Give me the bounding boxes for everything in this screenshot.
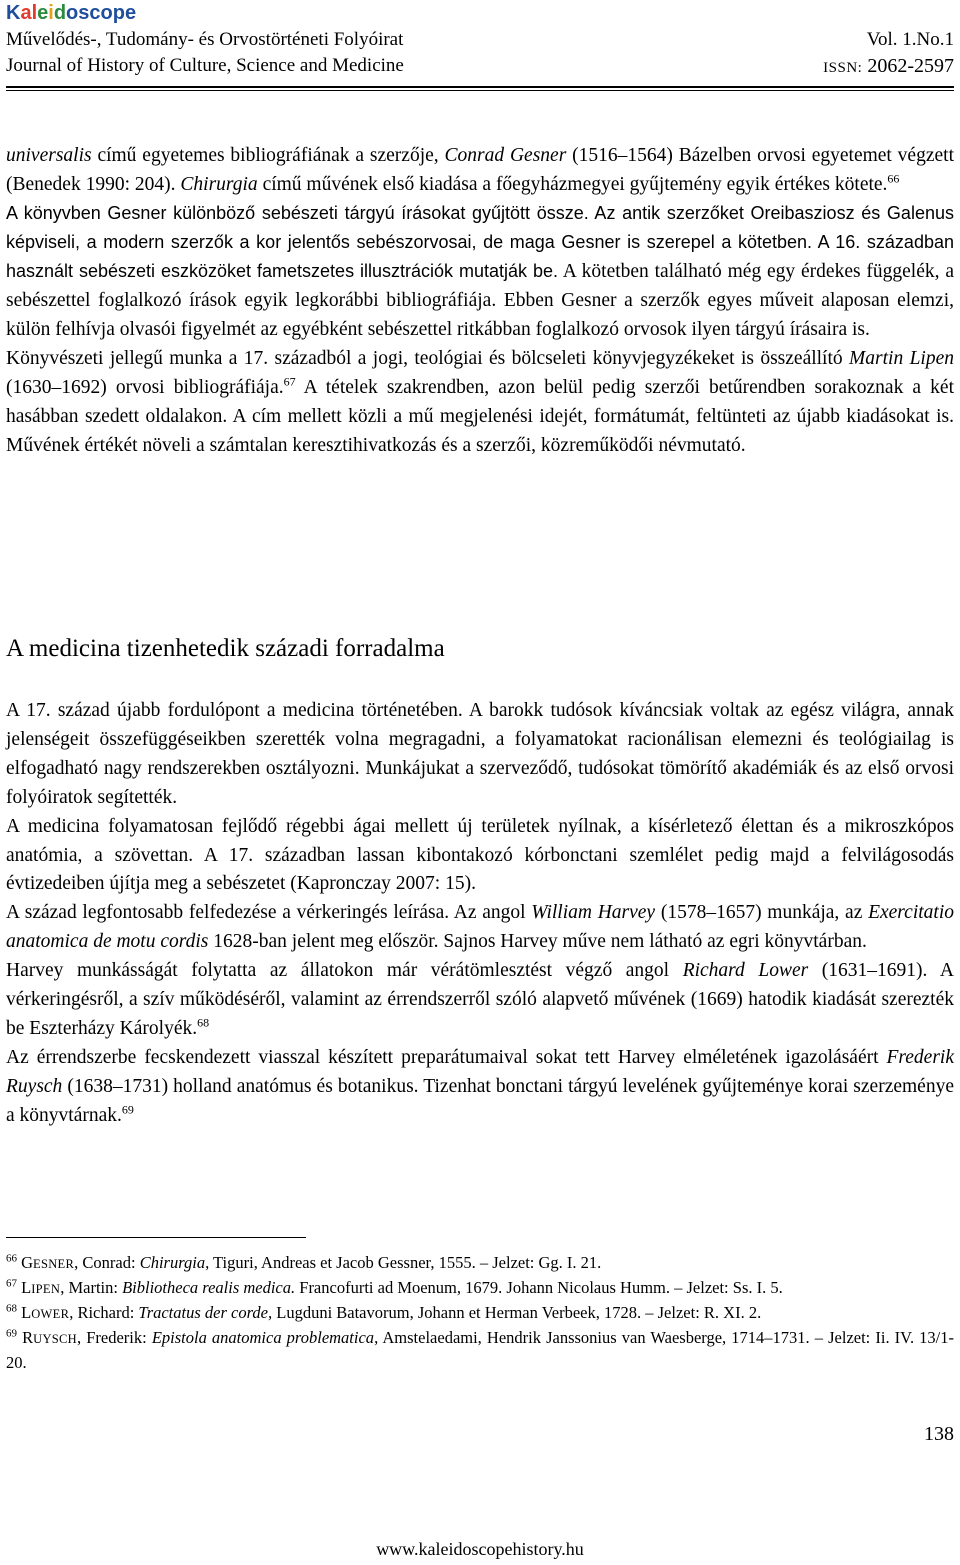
brand-letter: a	[20, 2, 32, 24]
header-rule	[6, 86, 954, 88]
journal-header	[6, 0, 954, 79]
paragraph: Könyvészeti jellegű munka a 17. századból a jogi, teológiai és bölcseleti könyvjegyzékeket is összeállító Martin Lipen (1630–1692) orvosi bibliográfiája.$^{67}$ A tételek szakrendben, azon belül pedig szerzői betűrendben sorakoznak a két hasábban szedett oldalakon. A cím mellett közli a mű megjelenési idejét, formátumát, feltünteti az újabb kiadásokat is. Művének értékét növeli a számtalan keresztihivatkozás és a szerzői, közreműködői névmutató.	[6, 348, 955, 456]
paragraph: A medicina folyamatosan fejlődő régebbi ágai mellett új területek nyílnak, a kísérletező élettan és a mikroszkópos anatómia, a szövettan. A 17. században lassan kibontakozó kórbonctani szemlélet pedig majd a felvilágosodás évtizedeiben újítja meg a sebészetet (Kapronczay 2007: 15).	[6, 815, 954, 895]
footnote: $^{68}$ LOWER, Richard: Tractatus der corde, Lugduni Batavorum, Johann et Herman Verbeek, 1728. – Jelzet: R. XI. 2.	[6, 1302, 762, 1322]
body-text	[6, 141, 954, 460]
journal-subtitle-en: Journal of History of Culture, Science and Medicine	[6, 55, 404, 76]
header-row-2	[6, 53, 954, 79]
footnote: $^{66}$ GESNER, Conrad: Chirurgia, Tiguri, Andreas et Jacob Gessner, 1555. – Jelzet: Gg. I. 21.	[6, 1252, 602, 1272]
brand-letter: K	[6, 2, 21, 24]
brand-logo[interactable]	[6, 0, 954, 27]
header-row-1	[6, 27, 954, 53]
volume-label: Vol. 1.No.1	[866, 29, 954, 50]
brand-letter: d	[53, 2, 67, 24]
paragraph: A század legfontosabb felfedezése a vérkeringés leírása. Az angol William Harvey (1578–1657) munkája, az Exercitatio anatomica de motu cordis 1628-ban jelent meg először. Sajnos Harvey műve nem látható az egri könyvtárban.	[6, 902, 954, 953]
section-heading: A medicina tizenhetedik századi forradalma	[6, 635, 445, 662]
footnote-rule	[6, 1237, 306, 1238]
footer-url[interactable]: www.kaleidoscopehistory.hu	[376, 1539, 584, 1559]
footnote: $^{69}$ RUYSCH, Frederik: Epistola anatomica problematica, Amstelaedami, Hendrik Janssonius van Waesberge, 1714–1731. – Jelzet: Ii. IV. 13/1-20.	[6, 1327, 955, 1372]
brand-letter: c	[89, 2, 101, 24]
footnote: $^{67}$ LIPEN, Martin: Bibliotheca realis medica. Francofurti ad Moenum, 1679. Johann Nicolaus Humm. – Jelzet: Ss. I. 5.	[6, 1277, 783, 1297]
brand-letter: s	[78, 2, 90, 24]
paragraph: A 17. század újabb fordulópont a medicina történetében. A barokk tudósok kíváncsiak voltak az egész világra, annak jelenségeit összefüggéseikben szerették volna megragadni, a folyamatokat racionálisan elemezni és teológiailag is elfogadható nagy rendszerekben osztályozni. Munkájukat a szerveződő, tudósokat tömörítő akadémiák és az első orvosi folyóiratok segítették.	[6, 700, 954, 808]
header-rule-thin	[6, 90, 954, 91]
brand-letter: p	[112, 2, 125, 24]
footnotes	[6, 1251, 954, 1375]
paragraph: universalis című egyetemes bibliográfiának a szerzője, Conrad Gesner (1516–1564) Bázelben orvosi egyetemet végzett (Benedek 1990: 204). Chirurgia című művének első kiadása a főegyházmegyei gyűjtemény egyik értékes kötete.$^{66}$	[6, 145, 954, 195]
brand-letter: e	[37, 2, 49, 24]
paragraph: Harvey munkásságát folytatta az állatokon már vérátömlesztést végző angol Richard Lower (1631–1691). A vérkeringésről, a szív működéséről, valamint az érrendszerről szóló alapvető művének (1669) hatodik kiadását szerezték be Eszterházy Károlyék.$^{68}$	[6, 960, 954, 1039]
footnote-ref-67[interactable]: 67	[283, 374, 296, 389]
paragraph: Az érrendszerbe fecskendezett viasszal készített preparátumaival sokat tett Harvey elméletének igazolásáért Frederik Ruysch (1638–1731) holland anatómus és botanikus. Tizenhat bonctani tárgyú levelének gyűjteménye korai szerzeménye a könyvtárnak.$^{69}$	[6, 1046, 954, 1126]
issn: ISSN: 2062-2597	[823, 55, 954, 77]
page-number: 138	[924, 1423, 954, 1445]
brand-letter: o	[66, 2, 79, 24]
brand-letter: l	[31, 2, 38, 24]
footnote-ref-68[interactable]: 68	[197, 1015, 210, 1030]
footnote-ref-66[interactable]: 66	[887, 171, 900, 186]
brand-letter: o	[100, 2, 113, 24]
paragraph: A könyvben Gesner különböző sebészeti tárgyú írásokat gyűjtött össze. Az antik szerzőket Oreibasziosz és Galenus képviseli, a modern szerzők a kor jelentős sebészorvosai, de maga Gesner is szerepel a kötetben. A 16. században használt sebészeti eszközöket fametszetes illusztrációk mutatják be. A kötetben található még egy érdekes függelék, a sebészettel foglalkozó írások egyik legkorábbi bibliográfiája. Ebben Gesner a szerzők egyes műveit alaposan elemzi, külön felhívja olvasói figyelmét az egyébként sebészettel ritkábban foglalkozó orvosok ilyen tárgyú írásaira is.	[6, 203, 954, 340]
brand-letter: e	[124, 2, 137, 24]
body-text-2	[6, 697, 954, 1131]
journal-subtitle-hu: Művelődés-, Tudomány- és Orvostörténeti Folyóirat	[6, 29, 404, 50]
brand-letter: i	[48, 2, 54, 24]
footnote-ref-69[interactable]: 69	[121, 1102, 134, 1117]
